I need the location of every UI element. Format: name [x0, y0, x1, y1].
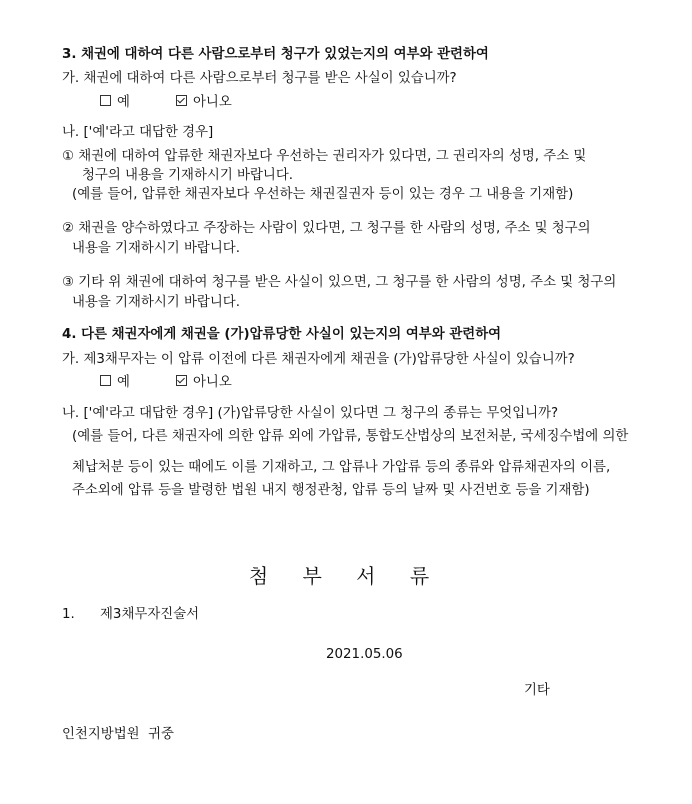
document-date: 2021.05.06: [326, 647, 403, 662]
section3-item2-line2: 내용을 기재하시기 바랍니다.: [72, 241, 240, 256]
section3-option-no[interactable]: [176, 94, 232, 112]
checkbox-yes-4[interactable]: [100, 375, 111, 386]
section4-note-line1: (예를 들어, 다른 채권자에 의한 압류 외에 가압류, 통합도산법상의 보전처분, 국세징수법에 의한: [72, 429, 629, 444]
section4-option-no[interactable]: [176, 374, 232, 392]
section3-item1-line1: ① 채권에 대하여 압류한 채권자보다 우선하는 권리자가 있다면, 그 권리자의 성명, 주소 및: [62, 149, 587, 164]
signer-name: 기타: [524, 683, 550, 698]
section4-note-line3: 주소외에 압류 등을 발령한 법원 내지 행정관청, 압류 등의 날짜 및 사건번호 등을 기재함): [72, 483, 590, 498]
section3-heading: 3. 채권에 대하여 다른 사람으로부터 청구가 있었는지의 여부와 관련하여: [62, 47, 489, 62]
section3-item2-line1: ② 채권을 양수하였다고 주장하는 사람이 있다면, 그 청구를 한 사람의 성명, 주소 및 청구의: [62, 221, 591, 236]
section3-item1-line2: 청구의 내용을 기재하시기 바랍니다.: [82, 168, 294, 183]
attachment-item-label: 제3채무자진술서: [100, 607, 200, 622]
option-yes-label: 예: [117, 375, 130, 390]
checkbox-no-3[interactable]: [176, 95, 187, 106]
option-no-label: 아니오: [193, 95, 232, 110]
section3-item3-line1: ③ 기타 위 채권에 대하여 청구를 받은 사실이 있으면, 그 청구를 한 사람의 성명, 주소 및 청구의: [62, 275, 617, 290]
section4-question: 가. 제3채무자는 이 압류 이전에 다른 채권자에게 채권을 (가)압류당한 사실이 있습니까?: [62, 352, 575, 367]
section4-heading: 4. 다른 채권자에게 채권을 (가)압류당한 사실이 있는지의 여부와 관련하여: [62, 327, 502, 342]
court-addressee: 인천지방법원 귀중: [62, 727, 174, 742]
section4-sub-na: 나. ['예'라고 대답한 경우] (가)압류당한 사실이 있다면 그 청구의 종류는 무엇입니까?: [62, 406, 559, 421]
option-yes-label: 예: [117, 95, 130, 110]
section3-sub-na: 나. ['예'라고 대답한 경우]: [62, 125, 214, 140]
section3-option-yes[interactable]: [100, 94, 130, 112]
attachment-item-number: 1.: [62, 607, 75, 622]
section4-note-line2: 체납처분 등이 있는 때에도 이를 기재하고, 그 압류나 가압류 등의 종류와 압류채권자의 이름,: [72, 460, 611, 475]
section3-item1-line3: (예를 들어, 압류한 채권자보다 우선하는 채권질권자 등이 있는 경우 그 내용을 기재함): [72, 187, 574, 202]
section3-question: 가. 채권에 대하여 다른 사람으로부터 청구를 받은 사실이 있습니까?: [62, 71, 457, 86]
checkbox-no-4[interactable]: [176, 375, 187, 386]
section3-item3-line2: 내용을 기재하시기 바랍니다.: [72, 295, 240, 310]
option-no-label: 아니오: [193, 375, 232, 390]
checkbox-yes-3[interactable]: [100, 95, 111, 106]
section4-option-yes[interactable]: [100, 374, 130, 392]
attachments-title: 첨 부 서 류: [248, 564, 444, 588]
